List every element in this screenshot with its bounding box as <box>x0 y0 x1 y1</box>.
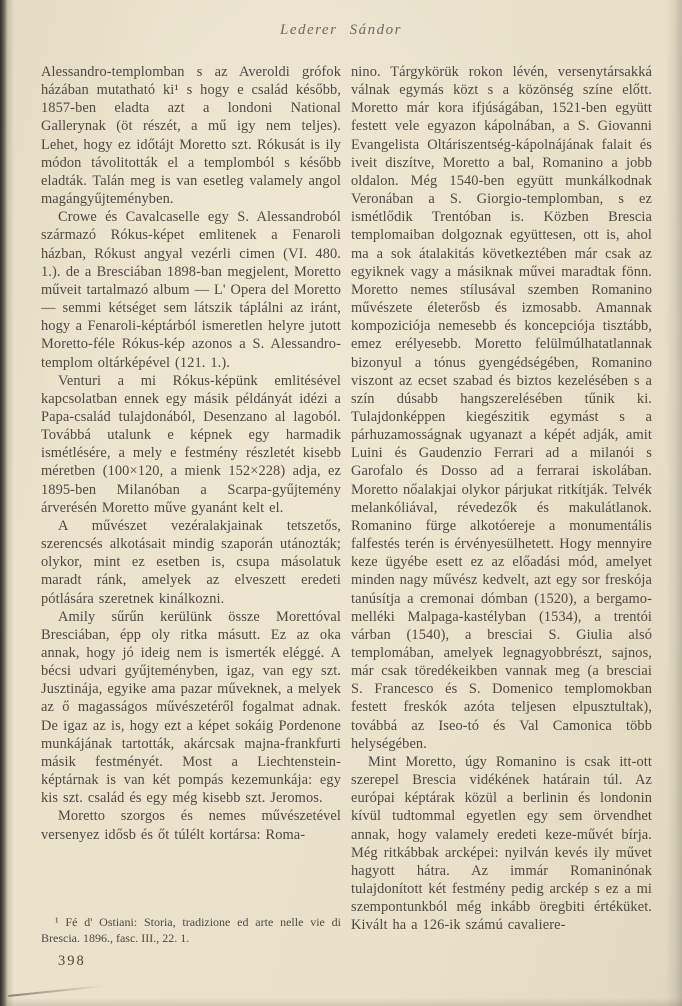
paragraph: Amily sűrűn kerülünk össze Morettóval Bresciában, épp oly ritka másutt. Ez az oka annak, hogy jó ideig nem is ismerték eléggé. A bécsi udvari gyűjteményben, igaz, van egy szt. Jusztinája, egyike ama pazar műveknek, a melyek az ő magasságos művészetéről fogalmat adnak. De igaz az is, hogy ezt a képet sokáig Pordenone munkájának tartották, akárcsak majna-frankfurti másik festményét. Most a Liechtenstein-képtárnak is van két pompás kezemunkája: egy kis szt. család és egy még kisebb szt. Jeromos. <box>41 608 341 807</box>
running-header: Lederer Sándor <box>279 22 403 38</box>
paragraph: Venturi a mi Rókus-képünk emlitésével kapcsolatban ennek egy másik példányát idézi a Papa-család tulajdonából, Desenzano al lagoból. Továbbá utalunk e képnek egy harmadik ismétlésére, a mely e festmény részletét kisebb méretben (100×120, a mienk 152×228) adja, ez 1895-ben Milanóban a Scarpa-gyűjtemény árverésén Moretto műve gyanánt kelt el. <box>41 372 341 516</box>
right-column-paragraphs <box>351 63 652 935</box>
text-columns <box>0 39 682 935</box>
footnote: ¹ Fé d' Ostiani: Storia, tradizione ed arte nelle vie di Brescia. 1896., fasc. III., 22. 1. <box>41 915 341 945</box>
page-number: 398 <box>58 953 86 969</box>
paragraph: Moretto szorgos és nemes művészetével versenyez idősb és őt túlélt kortársa: Roma- <box>41 808 341 843</box>
scan-crease-artifact <box>8 985 104 997</box>
left-column-paragraphs <box>41 63 341 844</box>
paragraph: nino. Tárgykörük rokon lévén, versenytársakká válnak egymás közt s a közönség színe előtt. Moretto már kora ifjúságában, 1521-ben együtt festett vele egyazon kápolnában, a S. Giovanni Evangelista Oltáriszentség-kápolnájának falait és iveit diszítve, Moretto a bal, Romanino a jobb oldalon. Még 1540-ben együtt munkálkodnak Veronában a S. Giorgio-templomban, s ez ismétlődik Trentóban is. Közben Brescia templomaiban dolgoznak együttesen, ott is, ahol ma a sok átalakitás következtében már csak az egyiknek vagy a másiknak művei maradtak fönn. Moretto nemes stílusával szemben Romanino művészete életerősb és izmosabb. Amannak kompoziciója nemesebb és koncepciója tisztább, emez erélyesebb. Moretto felülmúlhatatlannak bizonyul a tónus gyengédségében, Romanino viszont az ecset szabad és biztos kezelésében s a szín dúsabb hangszerelésében tűnik ki. Tulajdonképpen kiegészitik egymást s a párhuzamosságnak ugyanazt a képét adják, amit Luini és Gaudenzio Ferrari ad a milanói s Garofalo és Dosso ad a ferrarai iskolában. Moretto nőalakjai olykor párjukat ritkítják. Telvék melankóliával, révedezők és makulátlanok. Romanino fürge alkotóereje a monumentális falfestés terén is érvényesülhetett. Hogy mennyire keze ügyébe esett ez az előadási mód, amelyet minden nagy művész kedvelt, azt egy sor freskója tanúsítja a cremonai dómban (1520), a bergamo-melléki Malpaga-kastélyban (1534), a trentói várban (1540), a bresciai S. Giulia alsó templomában, amelyek legnagyobbrészt, sajnos, már csak töredékeikben vannak meg (a bresciai S. Francesco és S. Domenico templomokban festett freskók azóta teljesen elpusztultak), továbbá az Iseo-tó és Val Camonica több helységében. <box>351 64 652 752</box>
scan-edge-shadow-right <box>666 0 682 1006</box>
text-column-right <box>351 63 652 935</box>
paragraph: Mint Moretto, úgy Romanino is csak itt-ott szerepel Brescia vidékének határain túl. Az európai képtárak közül a berlinin és londonin kívül tudtommal egyetlen egy sem örvendhet annak, hogy valamely eredeti keze-művét bírja. Még ritkábbak arcképei: nyilván kevés ily művet hagyott hátra. Az immár Romaninónak tulajdonított két festmény pedig arckép s ez a mi szempontunkból még inkább öregbiti értéküket. Kivált ha a 126-ik számú cavaliere- <box>351 753 652 934</box>
text-column-left <box>41 63 341 935</box>
scan-edge-shadow-left <box>0 0 14 1006</box>
paragraph: Crowe és Cavalcaselle egy S. Alessandroból származó Rókus-képet emlitenek a Fenaroli házban, Rókust angyal vezérli cimen (VI. 480. 1.). de a Bresciában 1898-ban megjelent, Moretto műveit tartalmazó album — L' Opera del Moretto — semmi kétséget sem látszik táplálni az iránt, hogy a Fenaroli-képtárból ismeretlen helyre jutott Moretto-féle Rókus-kép azonos a S. Alessandro-templom oltárképével (121. 1.). <box>41 209 341 371</box>
paragraph: Alessandro-templomban s az Averoldi grófok házában mutatható ki¹ s hogy e család később, 1857-ben eladta azt a londoni National Gallerynak (öt részét, a mű igy nem teljes). Lehet, hogy ez időtájt Moretto szt. Rókusát is ily módon távolitották el a templomból s később eladták. Talán meg is van esetleg valamely angol magángyűjteményben. <box>41 64 341 208</box>
paragraph: A művészet vezéralakjainak tetszetős, szerencsés alkotásait mindig szaporán utánozták; olykor, mint ez esetben is, csupa másolatuk maradt ránk, amelyek az elveszett eredeti pótlására szeretnek kinálkozni. <box>41 517 341 607</box>
scan-edge-shadow-bottom <box>0 998 682 1006</box>
